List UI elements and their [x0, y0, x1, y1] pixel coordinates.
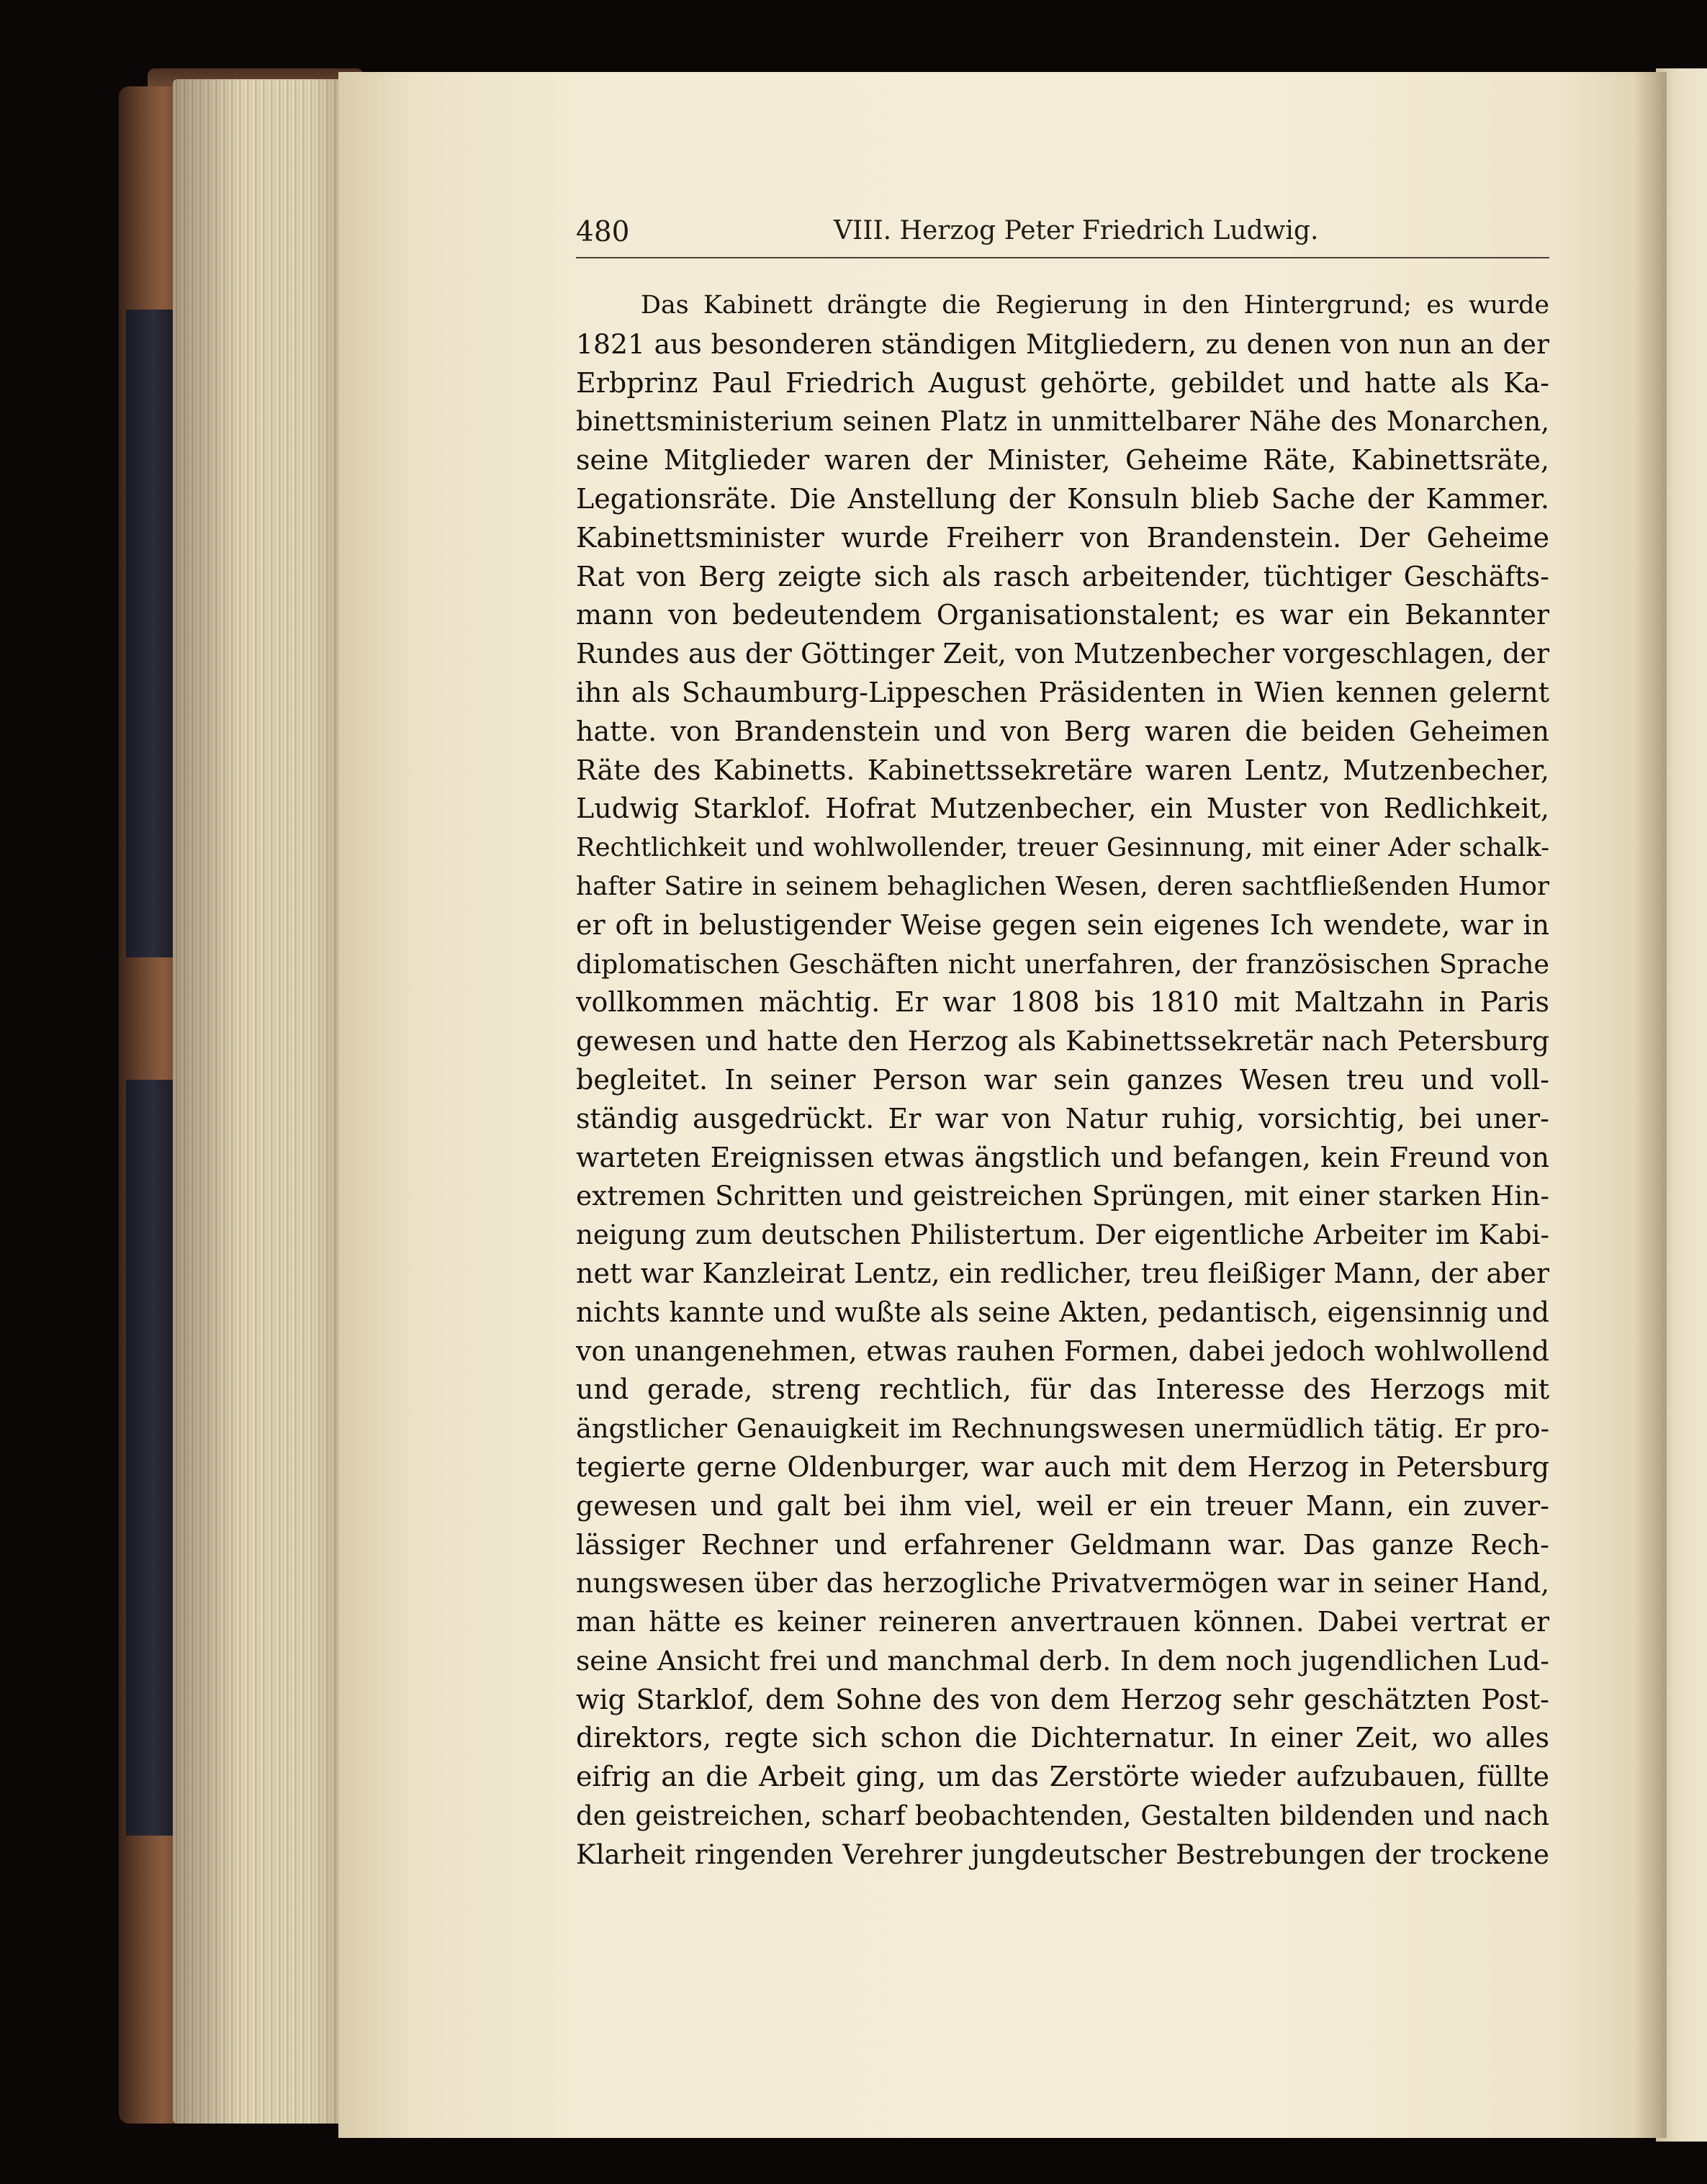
text-line: er oft in belustigender Weise gegen sein eigenes Ich wendete, war in [576, 908, 1549, 941]
text-line: gewesen und galt bei ihm viel, weil er ein treuer Mann, ein zuver- [576, 1489, 1549, 1522]
text-line: Räte des Kabinetts. Kabinettssekretäre waren Lentz, Mutzenbecher, [576, 754, 1549, 786]
text-line: von unangenehmen, etwas rauhen Formen, dabei jedoch wohlwollend [576, 1335, 1549, 1367]
text-line: Klarheit ringenden Verehrer jungdeutscher Bestrebungen der trockene [576, 1838, 1549, 1870]
text-line: Legationsräte. Die Anstellung der Konsuln blieb Sache der Kammer. [576, 482, 1549, 515]
text-line: vollkommen mächtig. Er war 1808 bis 1810 mit Maltzahn in Paris [576, 986, 1549, 1019]
text-line: warteten Ereignissen etwas ängstlich und befangen, kein Freund von [576, 1141, 1549, 1173]
text-line: Rundes aus der Göttinger Zeit, von Mutzenbecher vorgeschlagen, der [576, 638, 1549, 670]
text-line: ängstlicher Genauigkeit im Rechnungswesen unermüdlich tätig. Er pro- [576, 1413, 1549, 1445]
text-line: Das Kabinett drängte die Regierung in den Hintergrund; es wurde [641, 291, 1549, 320]
text-line: Rat von Berg zeigte sich als rasch arbeitender, tüchtiger Geschäfts- [576, 560, 1549, 592]
text-line: direktors, regte sich schon die Dichternatur. In einer Zeit, wo alles [576, 1722, 1549, 1754]
text-line: man hätte es keiner reineren anvertrauen können. Dabei vertrat er [576, 1606, 1549, 1638]
text-line: gewesen und hatte den Herzog als Kabinettssekretär nach Petersburg [576, 1025, 1549, 1057]
gutter-shadow [1634, 72, 1667, 2138]
text-line: wig Starklof, dem Sohne des von dem Herzog sehr geschätzten Post- [576, 1683, 1549, 1715]
text-line: eifrig an die Arbeit ging, um das Zerstörte wieder aufzubauen, füllte [576, 1761, 1549, 1793]
text-line: extremen Schritten und geistreichen Sprüngen, mit einer starken Hin- [576, 1180, 1549, 1212]
text-line: seine Ansicht frei und manchmal derb. In dem noch jugendlichen Lud- [576, 1644, 1549, 1677]
text-line: Erbprinz Paul Friedrich August gehörte, gebildet und hatte als Ka- [576, 366, 1549, 399]
text-line: binettsministerium seinen Platz in unmittelbarer Nähe des Monarchen, [576, 406, 1549, 438]
text-line: mann von bedeutendem Organisationstalent; es war ein Bekannter [576, 599, 1549, 631]
page-number: 480 [576, 216, 630, 248]
text-line: nichts kannte und wußte als seine Akten, pedantisch, eigensinnig und [576, 1296, 1549, 1328]
text-line: ständig ausgedrückt. Er war von Natur ruhig, vorsichtig, bei uner- [576, 1102, 1549, 1134]
cover-band [126, 1080, 180, 1836]
text-line: 1821 aus besonderen ständigen Mitgliedern, zu denen von nun an der [576, 328, 1549, 360]
text-line: tegierte gerne Oldenburger, war auch mit dem Herzog in Petersburg [576, 1450, 1549, 1483]
text-line: nungswesen über das herzogliche Privatvermögen war in seiner Hand, [576, 1567, 1549, 1599]
text-line: und gerade, streng rechtlich, für das Interesse des Herzogs mit [576, 1373, 1549, 1406]
text-line: ihn als Schaumburg-Lippeschen Präsidenten in Wien kennen gelernt [576, 676, 1549, 708]
body-text [576, 286, 1549, 1874]
text-line: nett war Kanzleirat Lentz, ein redlicher, treu fleißiger Mann, der aber [576, 1257, 1549, 1289]
text-line: hafter Satire in seinem behaglichen Wesen, deren sachtfließenden Humor [576, 871, 1549, 901]
text-line: lässiger Rechner und erfahrener Geldmann war. Das ganze Rech- [576, 1528, 1549, 1561]
text-line: Ludwig Starklof. Hofrat Mutzenbecher, ein Muster von Redlichkeit, [576, 793, 1549, 825]
text-line: Rechtlichkeit und wohlwollender, treuer Gesinnung, mit einer Ader schalk- [576, 833, 1549, 863]
text-line: Kabinettsminister wurde Freiherr von Brandenstein. Der Geheime [576, 521, 1549, 554]
cover-band [126, 310, 180, 957]
page-edges-shade [173, 79, 346, 2124]
text-line: den geistreichen, scharf beobachtenden, Gestalten bildenden und nach [576, 1800, 1549, 1832]
text-line: hatte. von Brandenstein und von Berg waren die beiden Geheimen [576, 715, 1549, 747]
text-line: neigung zum deutschen Philistertum. Der eigentliche Arbeiter im Kabi- [576, 1219, 1549, 1251]
text-line: diplomatischen Geschäften nicht unerfahren, der französischen Sprache [576, 948, 1549, 980]
text-line: begleitet. In seiner Person war sein ganzes Wesen treu und voll- [576, 1063, 1549, 1096]
header-rule [576, 257, 1549, 258]
running-head: VIII. Herzog Peter Friedrich Ludwig. [834, 216, 1319, 245]
text-line: seine Mitglieder waren der Minister, Geheime Räte, Kabinettsräte, [576, 444, 1549, 477]
